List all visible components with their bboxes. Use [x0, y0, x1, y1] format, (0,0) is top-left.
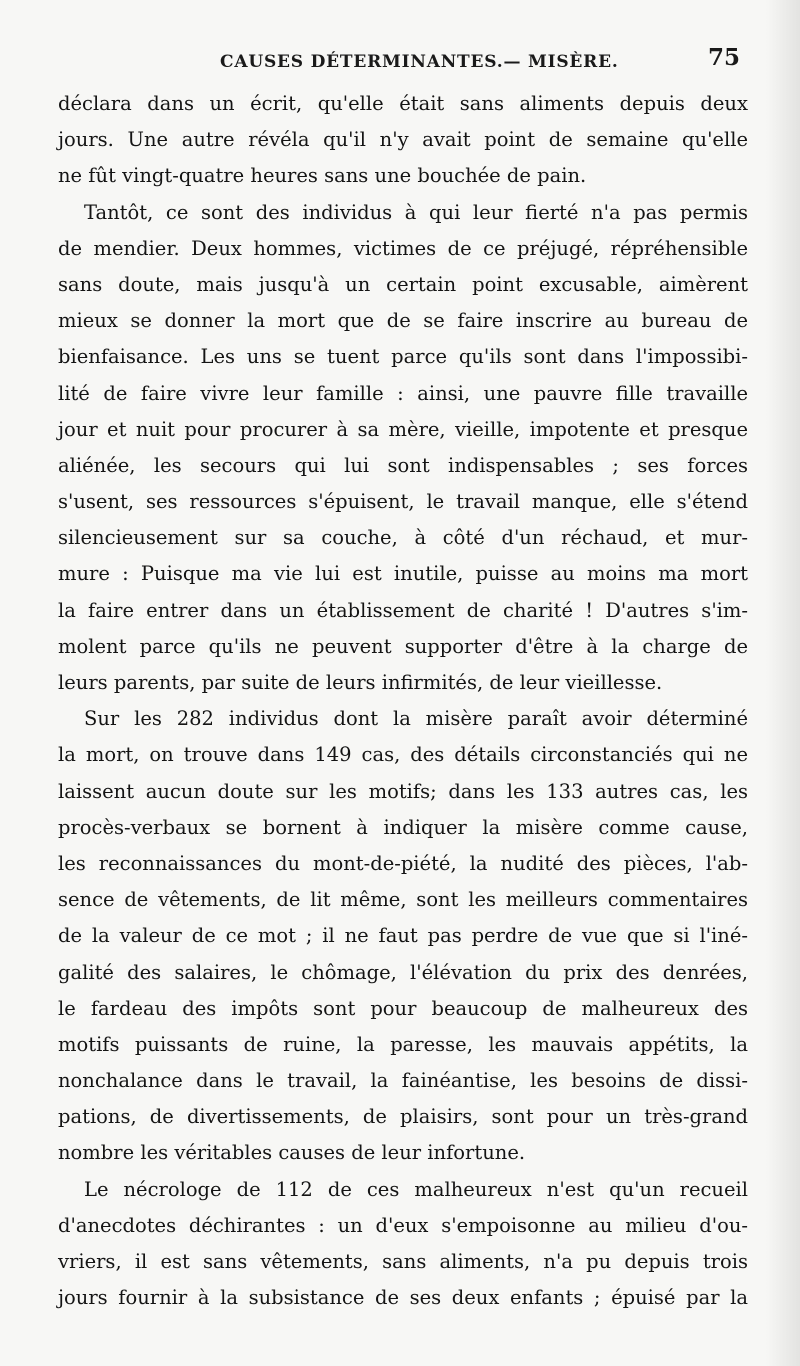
text-line: procès-verbaux se bornent à indiquer la misère comme cause,	[58, 815, 748, 839]
text-line: Sur les 282 individus dont la misère paraît avoir déterminé	[84, 707, 748, 731]
text-line: jour et nuit pour procurer à sa mère, vieille, impotente et presque	[58, 417, 748, 441]
page-header	[58, 44, 748, 84]
text-line: le fardeau des impôts sont pour beaucoup de malheureux des	[58, 996, 748, 1020]
text-line: Le nécrologe de 112 de ces malheureux n'est qu'un recueil	[84, 1177, 748, 1201]
text-line: nombre les véritables causes de leur infortune.	[58, 1141, 526, 1165]
text-line: motifs puissants de ruine, la paresse, les mauvais appétits, la	[58, 1032, 748, 1056]
body-text	[58, 86, 748, 1316]
text-line: vriers, il est sans vêtements, sans aliments, n'a pu depuis trois	[58, 1250, 748, 1273]
text-line: pations, de divertissements, de plaisirs, sont pour un très-grand	[58, 1105, 748, 1129]
page-number: 75	[707, 44, 740, 71]
text-line: sans doute, mais jusqu'à un certain point excusable, aimèrent	[58, 272, 748, 296]
text-line: molent parce qu'ils ne peuvent supporter d'être à la charge de	[58, 634, 748, 658]
text-line: la faire entrer dans un établissement de charité ! D'autres s'im-	[58, 598, 748, 622]
text-line: Tantôt, ce sont des individus à qui leur fierté n'a pas permis	[84, 200, 748, 224]
text-line: leurs parents, par suite de leurs infirmités, de leur vieillesse.	[58, 671, 663, 694]
text-line: de la valeur de ce mot ; il ne faut pas perdre de vue que si l'iné-	[58, 924, 748, 948]
text-line: jours. Une autre révéla qu'il n'y avait point de semaine qu'elle	[58, 128, 748, 152]
text-line: d'anecdotes déchirantes : un d'eux s'empoisonne au milieu d'ou-	[58, 1213, 748, 1237]
text-line: lité de faire vivre leur famille : ainsi, une pauvre fille travaille	[58, 381, 748, 405]
text-line: jours fournir à la subsistance de ses deux enfants ; épuisé par la	[58, 1286, 748, 1310]
text-line: la mort, on trouve dans 149 cas, des détails circonstanciés qui ne	[58, 743, 748, 767]
text-line: galité des salaires, le chômage, l'élévation du prix des denrées,	[58, 960, 748, 984]
text-line: de mendier. Deux hommes, victimes de ce préjugé, répréhensible	[58, 236, 748, 260]
text-line: les reconnaissances du mont-de-piété, la nudité des pièces, l'ab-	[58, 851, 748, 875]
text-line: s'usent, ses ressources s'épuisent, le travail manque, elle s'étend	[58, 490, 748, 514]
text-line: mieux se donner la mort que de se faire inscrire au bureau de	[58, 309, 748, 333]
text-line: déclara dans un écrit, qu'elle était sans aliments depuis deux	[58, 92, 748, 115]
text-line: sence de vêtements, de lit même, sont les meilleurs commentaires	[58, 888, 748, 912]
page-edge-shadow	[766, 0, 800, 1366]
text-line: nonchalance dans le travail, la fainéantise, les besoins de dissi-	[58, 1069, 748, 1093]
text-line: bienfaisance. Les uns se tuent parce qu'ils sont dans l'impossibi-	[58, 345, 748, 369]
text-line: silencieusement sur sa couche, à côté d'un réchaud, et mur-	[58, 526, 748, 550]
text-line: mure : Puisque ma vie lui est inutile, puisse au moins ma mort	[58, 562, 748, 586]
text-line: ne fût vingt-quatre heures sans une bouchée de pain.	[58, 164, 587, 188]
text-line: laissent aucun doute sur les motifs; dans les 133 autres cas, les	[58, 779, 748, 803]
text-line: aliénée, les secours qui lui sont indispensables ; ses forces	[58, 453, 748, 477]
running-title: CAUSES DÉTERMINANTES.— MISÈRE.	[220, 52, 619, 72]
